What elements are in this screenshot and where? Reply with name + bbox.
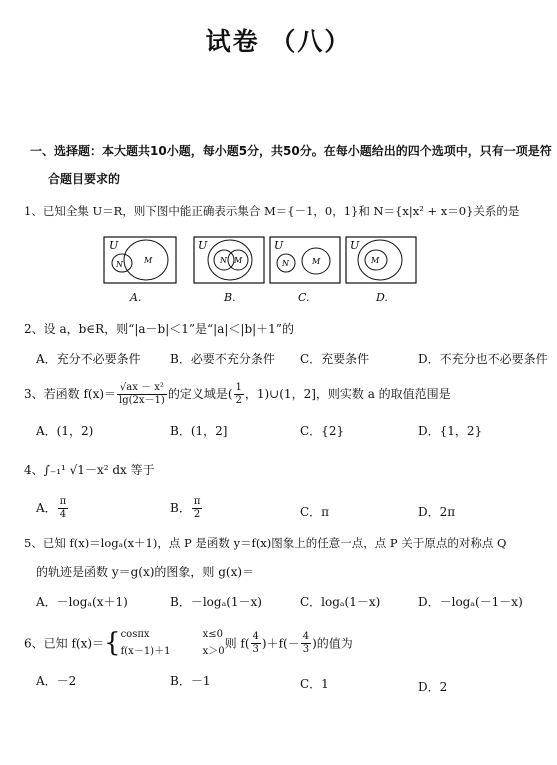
venn-label-a: A. — [130, 291, 142, 304]
q6-option-a: A．－2 — [36, 674, 77, 688]
q4-option-d: D．2π — [418, 505, 456, 519]
q5-option-c: C．logₐ(1－x) — [300, 595, 381, 609]
svg-text:M: M — [234, 256, 243, 265]
svg-text:N: N — [116, 260, 123, 269]
q4-option-b: B． $\frac{\pi}{2}$ — [170, 496, 201, 520]
q2-option-d: D．不充分也不必要条件 — [418, 352, 548, 366]
section-heading: 一、选择题：本大题共10小题，每小题5分，共50分。在每小题给出的四个选项中，只有一项是符 — [30, 144, 552, 158]
svg-text:M: M — [371, 256, 380, 265]
q2-option-a: A．充分不必要条件 — [36, 352, 141, 366]
q3-option-d: D．{1，2} — [418, 424, 483, 438]
q2-option-c: C．充要条件 — [300, 352, 370, 366]
q4-option-c: C．π — [300, 505, 330, 519]
q3-option-b: B．(1，2] — [170, 424, 228, 438]
question-5-text-cont: 的轨迹是函数 y＝g(x)的图象，则 g(x)＝ — [36, 565, 255, 579]
q4-option-a: A． $\frac{\pi}{4}$ — [36, 496, 67, 520]
venn-option-b — [194, 237, 264, 283]
svg-text:N: N — [220, 256, 227, 265]
svg-text:M: M — [312, 257, 321, 266]
svg-text:N: N — [282, 259, 289, 268]
svg-text:U: U — [198, 239, 208, 252]
venn-option-d — [346, 237, 416, 283]
q6-option-b: B．－1 — [170, 674, 211, 688]
page-title: 试卷 （八） — [205, 27, 352, 56]
venn-label-b: B. — [224, 291, 236, 304]
question-4-text: 4、∫₋₁¹ √1－x² dx 等于 — [24, 463, 155, 477]
section-heading-cont: 合题目要求的 — [48, 172, 121, 186]
q6-option-d: D．2 — [418, 680, 448, 694]
q3-option-c: C．{2} — [300, 424, 345, 438]
venn-diagrams — [100, 233, 420, 287]
universal-set-label: U — [109, 239, 119, 252]
q6-option-c: C．1 — [300, 677, 329, 691]
q3-function-fraction: $\frac{\text{√ax － x²}}{\lg(2x-1)}$ — [119, 382, 165, 406]
q5-option-a: A．－logₐ(x＋1) — [36, 595, 128, 609]
venn-option-a — [104, 237, 176, 283]
q2-option-b: B．必要不充分条件 — [170, 352, 275, 366]
q5-option-d: D．－logₐ(－1－x) — [418, 595, 523, 609]
venn-label-c: C. — [298, 291, 310, 304]
svg-text:U: U — [350, 239, 360, 252]
question-3-text: 3、若函数 f(x)＝ $\frac{\text{√ax － x²}}{\lg(2x-1)}$ 的定义域是( $\frac{1}{2}$ ，1)∪(1，2]，则实数 a 的取值范围是 — [24, 382, 451, 406]
q5-option-b: B．－logₐ(1－x) — [170, 595, 262, 609]
q6-piecewise: cosπx x≤0 f(x－1)＋1 x＞0 — [120, 629, 225, 657]
question-6-text: 6、已知 f(x)＝{ cosπx x≤0 f(x－1)＋1 x＞0 则 f( $\frac{4}{3}$ )＋f(－ $\frac{4}{3}$ )的值为 — [24, 628, 353, 658]
svg-text:U: U — [274, 239, 284, 252]
svg-text:M: M — [144, 256, 153, 265]
question-1-text: 1、已知全集 U＝R，则下图中能正确表示集合 M＝{－1，0，1}和 N＝{x|x² + x＝0}关系的是 — [24, 204, 520, 218]
venn-label-d: D. — [376, 291, 388, 304]
venn-option-c — [270, 237, 340, 283]
question-5-text: 5、已知 f(x)＝logₐ(x＋1)，点 P 是函数 y＝f(x)图象上的任意一点，点 P 关于原点的对称点 Q — [24, 536, 507, 550]
q3-option-a: A．(1，2) — [36, 424, 94, 438]
question-2-text: 2、设 a，b∈R，则“|a－b|＜1”是“|a|＜|b|＋1”的 — [24, 322, 294, 336]
